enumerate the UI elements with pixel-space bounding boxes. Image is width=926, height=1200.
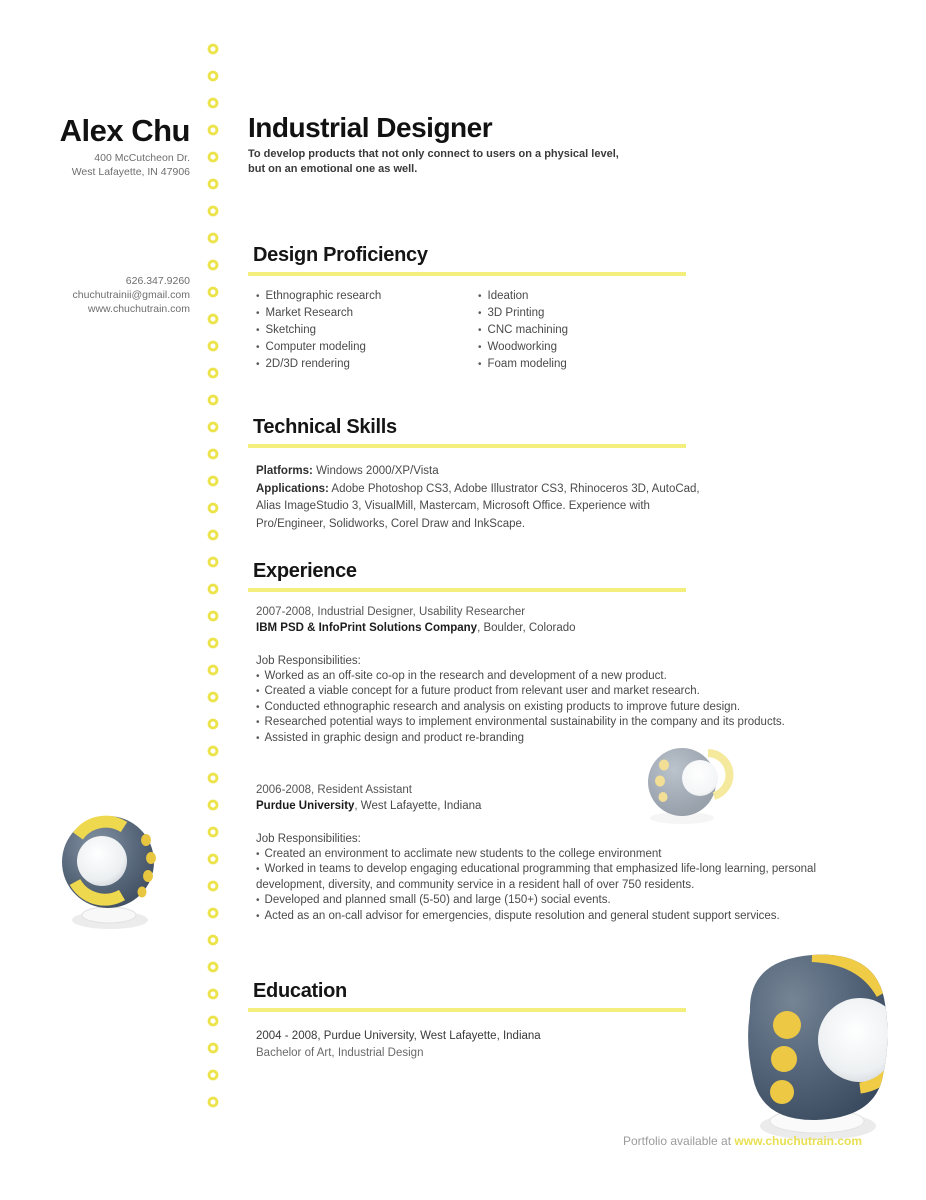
email-address: chuchutrainii@gmail.com	[72, 289, 190, 301]
technical-skills-body	[248, 463, 700, 533]
responsibility-item: • Conducted ethnographic research and analysis on existing products to improve future design.	[256, 700, 878, 715]
resume-title: Industrial Designer	[248, 112, 493, 143]
section-experience	[248, 560, 878, 924]
section-heading: Experience	[253, 560, 357, 582]
list-item: • 2D/3D rendering	[256, 356, 478, 373]
portfolio-text: Portfolio available at	[623, 1134, 732, 1148]
responsibility-item: • Developed and planned small (5-50) and large (150+) social events.	[256, 893, 878, 908]
job-company-line	[256, 798, 878, 814]
list-item: • Ethnographic research	[256, 288, 478, 305]
product-render-sphere-left-image	[52, 798, 192, 933]
section-underline	[248, 444, 686, 448]
section-technical-skills	[248, 416, 878, 533]
platforms-label: Platforms:	[256, 465, 313, 477]
contact-block	[0, 274, 190, 316]
address	[0, 151, 190, 179]
section-underline	[248, 1008, 686, 1012]
job-company-line	[256, 620, 878, 636]
job-location: , West Lafayette, Indiana	[354, 800, 482, 813]
objective-line-2: but on an emotional one as well.	[248, 163, 418, 176]
section-heading: Education	[253, 980, 347, 1002]
list-item: • Sketching	[256, 322, 478, 339]
job-company: Purdue University	[256, 800, 355, 813]
resume-header	[248, 112, 878, 177]
portfolio-footer	[623, 1134, 862, 1148]
list-item: • Computer modeling	[256, 339, 478, 356]
address-line-2: West Lafayette, IN 47906	[71, 166, 190, 179]
website-url: www.chuchutrain.com	[87, 303, 190, 315]
job-entry-ibm	[248, 604, 878, 746]
education-body	[248, 1028, 878, 1062]
section-underline	[248, 588, 686, 592]
responsibilities-list	[256, 669, 878, 746]
identity-block	[0, 114, 190, 179]
list-item: • Ideation	[478, 288, 568, 305]
proficiency-list-left	[256, 288, 478, 373]
list-item: • Woodworking	[478, 339, 568, 356]
portfolio-link[interactable]: www.chuchutrain.com	[734, 1134, 862, 1148]
responsibility-item: • Worked as an off-site co-op in the research and development of a new product.	[256, 669, 878, 684]
education-degree: Bachelor of Art, Industrial Design	[256, 1047, 424, 1059]
section-underline	[248, 272, 686, 276]
responsibility-item: • Researched potential ways to implement environmental sustainability in the company and its products.	[256, 715, 878, 730]
job-location: , Boulder, Colorado	[477, 622, 576, 634]
responsibility-item: • Created an environment to acclimate new students to the college environment	[256, 847, 878, 862]
job-dates-titles: 2006-2008, Resident Assistant	[256, 784, 412, 797]
responsibilities-label: Job Responsibilities:	[256, 833, 361, 846]
section-design-proficiency	[248, 244, 878, 373]
section-education	[248, 980, 878, 1062]
objective-statement	[248, 147, 878, 177]
proficiency-lists	[248, 288, 878, 373]
list-item: • Market Research	[256, 305, 478, 322]
responsibility-item: • Created a viable concept for a future product from relevant user and market research.	[256, 684, 878, 699]
phone-number: 626.347.9260	[125, 275, 190, 287]
education-school: 2004 - 2008, Purdue University, West Lafayette, Indiana	[256, 1030, 541, 1042]
job-company: IBM PSD & InfoPrint Solutions Company	[256, 622, 478, 634]
proficiency-list-right	[478, 288, 568, 373]
responsibility-item: • Worked in teams to develop engaging educational programming that emphasized life-long learning, personal development, diversity, and community service in a resident hall of over 750 residents.	[256, 862, 878, 893]
responsibilities-list	[256, 847, 878, 924]
dotted-divider	[206, 42, 220, 1120]
list-item: • 3D Printing	[478, 305, 568, 322]
job-dates-titles: 2007-2008, Industrial Designer, Usability Researcher	[256, 606, 526, 618]
objective-line-1: To develop products that not only connect to users on a physical level,	[248, 148, 619, 161]
section-heading: Technical Skills	[253, 416, 397, 438]
platforms-value: Windows 2000/XP/Vista	[316, 465, 439, 477]
list-item: • CNC machining	[478, 322, 568, 339]
applications-label: Applications:	[256, 482, 329, 495]
applications-value: Adobe Photoshop CS3, Adobe Illustrator CS3, Rhinoceros 3D, AutoCad, Alias ImageStudio 3, VisualMill, Mastercam, Microsoft Office. Experience with Pro/Engineer, Solidworks, Corel Draw and InkScape.	[256, 482, 700, 530]
responsibility-item: • Acted as an on-call advisor for emergencies, dispute resolution and general student support services.	[256, 909, 878, 924]
list-item: • Foam modeling	[478, 356, 568, 373]
section-heading: Design Proficiency	[253, 244, 428, 266]
person-name: Alex Chu	[59, 113, 190, 148]
responsibility-item: • Assisted in graphic design and product re-branding	[256, 731, 878, 746]
responsibilities-label: Job Responsibilities:	[256, 655, 361, 667]
job-entry-purdue	[248, 782, 878, 924]
address-line-1: 400 McCutcheon Dr.	[94, 152, 190, 165]
